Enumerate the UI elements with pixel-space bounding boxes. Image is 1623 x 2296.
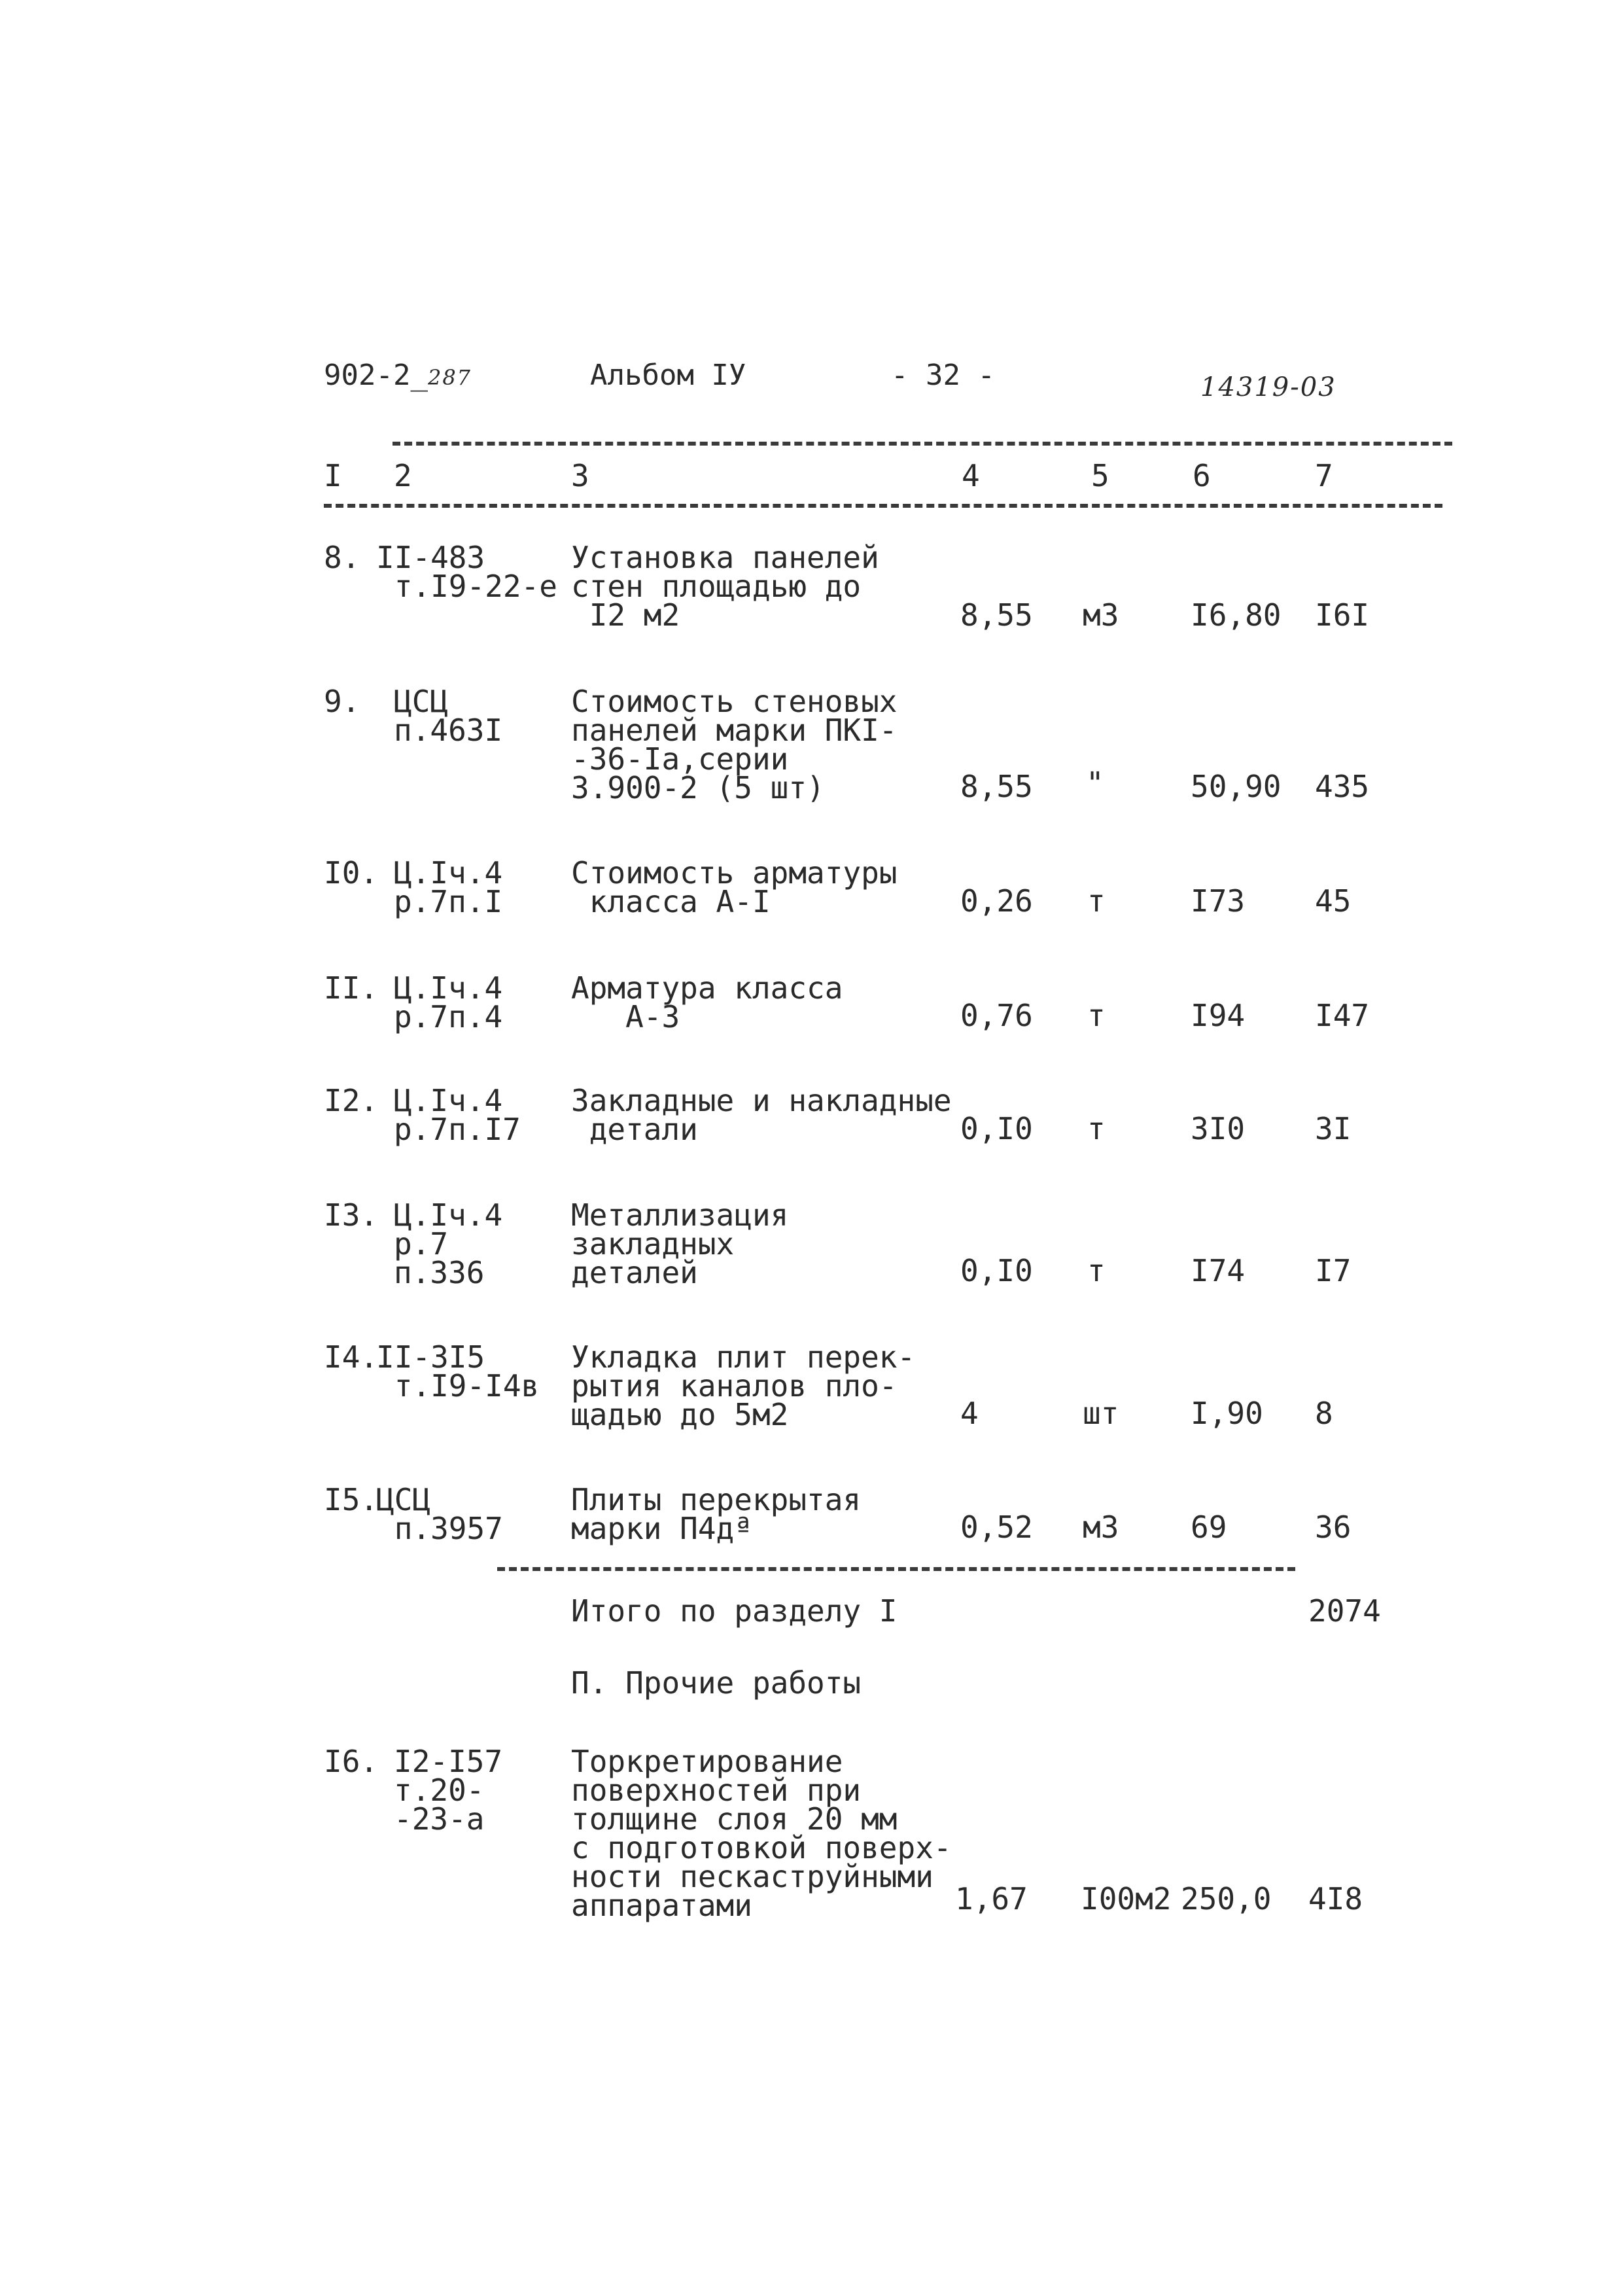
header-bottom-rule (324, 504, 1442, 508)
page-number: - 32 - (891, 359, 995, 392)
row-total: I47 (1315, 998, 1370, 1033)
row-number: I5. (324, 1482, 379, 1517)
row-number: I3. (324, 1197, 379, 1233)
row-total: I7 (1315, 1253, 1352, 1288)
row-quantity: 1,67 (955, 1881, 1028, 1916)
row-total: 3I (1315, 1111, 1352, 1146)
row-price: 3I0 (1191, 1111, 1246, 1146)
section-2-title: П. Прочие работы (571, 1665, 862, 1701)
project-code-text: 902-2_ (324, 359, 428, 392)
row-unit: " (1086, 766, 1104, 801)
document-code: 14319-03 (1200, 372, 1336, 402)
row-quantity: 0,52 (960, 1510, 1033, 1545)
row-reference: ЦСЦ п.463I (394, 684, 503, 748)
row-description: Арматура класса А-3 (571, 970, 843, 1034)
row-price: 250,0 (1181, 1881, 1272, 1916)
subtotal-rule (497, 1567, 1295, 1571)
row-number: II. (324, 970, 379, 1006)
row-description: Торкретирование поверхностей при толщине слоя 20 мм с подготовкой поверх- ности пескаструйными аппаратами (571, 1744, 952, 1923)
project-code-suffix: 287 (427, 365, 472, 390)
row-price: I73 (1191, 883, 1246, 919)
col-header-5: 5 (1091, 458, 1109, 493)
col-header-6: 6 (1193, 458, 1211, 493)
row-price: I,90 (1191, 1396, 1263, 1431)
row-quantity: 0,76 (960, 998, 1033, 1033)
row-description: Плиты перекрытая марки П4дª (571, 1482, 862, 1546)
row-reference: I2-I57 т.20- -23-а (394, 1744, 503, 1837)
row-quantity: 0,26 (960, 883, 1033, 919)
col-header-1: I (324, 458, 342, 493)
row-total: I6I (1315, 597, 1370, 633)
section-total-label: Итого по разделу I (571, 1593, 898, 1629)
row-quantity: 4 (960, 1396, 979, 1431)
row-unit: шт (1083, 1396, 1119, 1431)
row-price: 50,90 (1191, 769, 1282, 804)
col-header-3: 3 (571, 458, 589, 493)
project-code (324, 361, 472, 392)
row-total: 8 (1315, 1396, 1333, 1431)
col-header-2: 2 (394, 458, 412, 493)
row-price: I74 (1191, 1253, 1246, 1288)
row-description: Стоимость стеновых панелей марки ПКI- -36-Iа,серии 3.900-2 (5 шт) (571, 684, 898, 805)
row-number: I4. (324, 1339, 379, 1375)
row-unit: м3 (1083, 597, 1119, 633)
row-unit: т (1087, 1111, 1106, 1146)
row-quantity: 0,I0 (960, 1111, 1033, 1146)
row-reference: Ц.Iч.4 р.7 п.336 (394, 1197, 503, 1290)
row-total: 4I8 (1308, 1881, 1363, 1916)
row-number: I0. (324, 855, 379, 891)
row-reference: II-3I5 т.I9-I4в (376, 1339, 540, 1404)
row-price: I6,80 (1191, 597, 1282, 633)
row-description: Стоимость арматуры класса А-I (571, 855, 898, 919)
row-total: 45 (1315, 883, 1352, 919)
row-total: 36 (1315, 1510, 1352, 1545)
row-price: 69 (1191, 1510, 1227, 1545)
row-number: I2. (324, 1083, 379, 1118)
row-description: Закладные и накладные детали (571, 1083, 952, 1147)
row-quantity: 8,55 (960, 769, 1033, 804)
col-header-4: 4 (962, 458, 980, 493)
section-total-value: 2074 (1308, 1593, 1381, 1629)
row-reference: II-483 т.I9-22-е (376, 540, 557, 604)
row-number: 9. (324, 684, 360, 719)
row-unit: т (1087, 1253, 1106, 1288)
row-unit: м3 (1083, 1510, 1119, 1545)
row-reference: Ц.Iч.4 р.7п.4 (394, 970, 503, 1034)
row-quantity: 8,55 (960, 597, 1033, 633)
row-reference: Ц.Iч.4 р.7п.I (394, 855, 503, 919)
row-quantity: 0,I0 (960, 1253, 1033, 1288)
row-unit: т (1087, 998, 1106, 1033)
row-unit: т (1087, 883, 1106, 919)
header-top-rule (393, 442, 1452, 446)
row-reference: Ц.Iч.4 р.7п.I7 (394, 1083, 521, 1147)
col-header-7: 7 (1315, 458, 1333, 493)
row-total: 435 (1315, 769, 1370, 804)
row-description: Установка панелей стен площадью до I2 м2 (571, 540, 879, 633)
row-description: Укладка плит перек- рытия каналов пло- щадью до 5м2 (571, 1339, 916, 1432)
album-label: Альбом IУ (590, 359, 746, 392)
row-number: 8. (324, 540, 360, 575)
row-reference: ЦСЦ п.3957 (376, 1482, 503, 1546)
row-unit: I00м2 (1081, 1881, 1172, 1916)
row-price: I94 (1191, 998, 1246, 1033)
row-number: I6. (324, 1744, 379, 1779)
row-description: Металлизация закладных деталей (571, 1197, 789, 1290)
